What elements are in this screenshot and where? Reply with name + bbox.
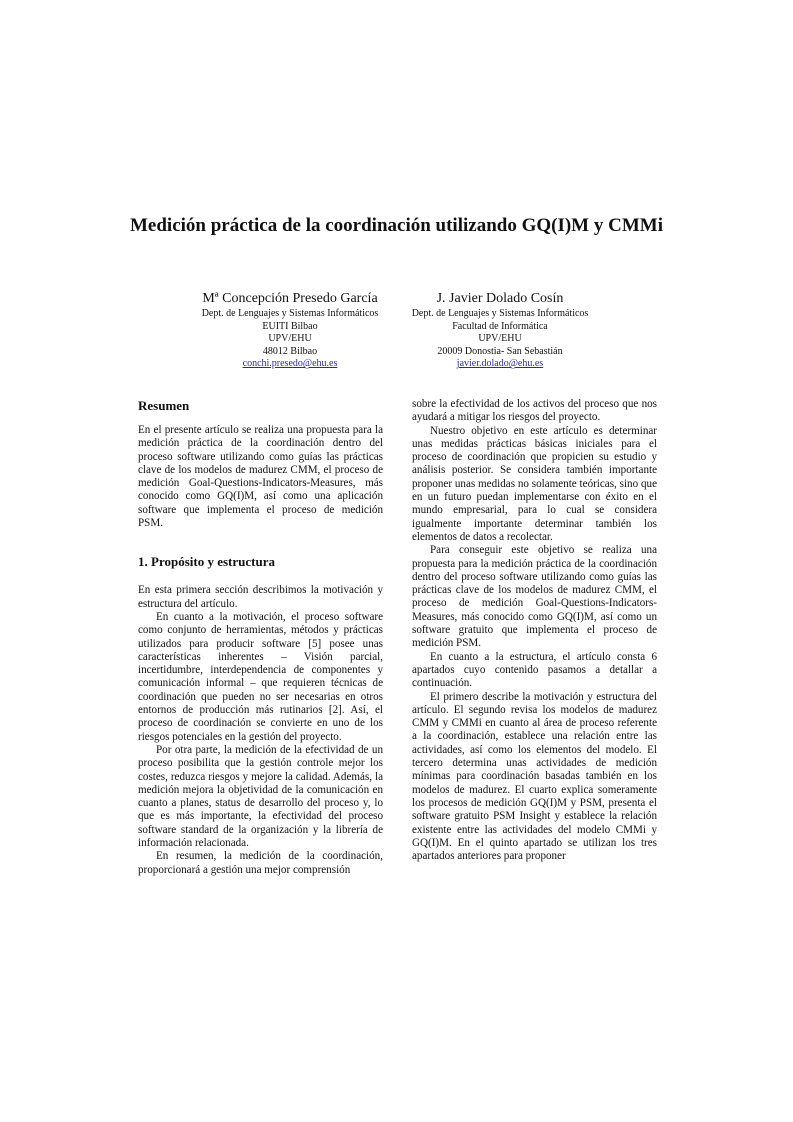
paragraph: En cuanto a la motivación, el proceso software como conjunto de herramientas, métodos y prácticas utilizados para producir software [5] posee unas características inherentes – Visión parcial, incertidumbre, interdependencia de componentes y comunicación informal – que requieren técnicas de coordinación que pueden no ser necesarias en otros entornos de producción más rutinarios [2]. Así, el proceso de coordinación se convierte en uno de los riesgos potenciales en la gestión del proyecto. — [138, 610, 383, 743]
author-affiliation: EUITI Bilbao — [262, 320, 318, 332]
author-address: 20009 Donostia- San Sebastián — [437, 345, 563, 357]
author-block-1 — [170, 290, 410, 371]
paragraph: En resumen, la medición de la coordinación, proporcionará a gestión una mejor comprensión — [138, 850, 383, 876]
author-name: Mª Concepción Presedo García — [202, 291, 378, 306]
paragraph: Para conseguir este objetivo se realiza una propuesta para la medición práctica de la coordinación dentro del proceso software utilizando como guías las prácticas clave de los modelos de madurez CMM, el proceso de medición Goal-Questions-Indicators-Measures, más conocido como GQ(I)M, así como un software gratuito que implementa el proceso de medición PSM. — [412, 544, 657, 650]
paragraph: Nuestro objetivo en este artículo es determinar unas medidas prácticas básicas iniciales para el proceso de coordinación que propicien su estudio y análisis posterior. Se considera también importante proponer unas medidas no solamente teóricas, sino que en un futuro puedan implementarse con éxito en el mundo empresarial, para lo cual se considera igualmente importante determinar también los elementos de datos a recolectar. — [412, 424, 657, 543]
author-affiliation: UPV/EHU — [268, 333, 312, 345]
author-affiliation: Dept. de Lenguajes y Sistemas Informáticos — [201, 308, 379, 319]
paragraph: sobre la efectividad de los activos del proceso que nos ayudará a mitigar los riesgos del proyecto. — [412, 398, 657, 424]
paper-title: Medición práctica de la coordinación utilizando GQ(I)M y CMMi — [129, 215, 663, 236]
author-email-link[interactable]: javier.dolado@ehu.es — [456, 358, 544, 370]
right-column — [412, 398, 657, 863]
author-affiliation: Dept. de Lenguajes y Sistemas Informáticos — [411, 308, 589, 319]
author-name: J. Javier Dolado Cosín — [436, 291, 564, 306]
section-heading: 1. Propósito y estructura — [138, 554, 275, 570]
author-affiliation: UPV/EHU — [478, 333, 522, 345]
paragraph: En esta primera sección describimos la motivación y estructura del artículo. — [138, 584, 383, 610]
abstract-text: En el presente artículo se realiza una propuesta para la medición práctica de la coordinación dentro del proceso software utilizando como guías las prácticas clave de los modelos de madurez CMM, el proceso de medición Goal-Questions-Indicators-Measures, más conocido como GQ(I)M, así como una aplicación software que implementa el proceso de medición PSM. — [138, 424, 383, 530]
paragraph: Por otra parte, la medición de la efectividad de un proceso posibilita que la gestión controle mejor los costes, reduzca riesgos y mejore la calidad. Además, la medición mejora la objetividad de la comunicación en cuanto a planes, status de desarrollo del proceso y, lo que es más importante, la efectividad del proceso software standard de la organización y la librería de información relacionada. — [138, 743, 383, 850]
author-address: 48012 Bilbao — [262, 345, 318, 357]
author-block-2 — [380, 290, 620, 371]
paragraph: En cuanto a la estructura, el artículo consta 6 apartados cuyo contenido pasamos a detallar a continuación. — [412, 650, 657, 690]
paragraph: El primero describe la motivación y estructura del artículo. El segundo revisa los modelos de madurez CMM y CMMi en cuanto al área de proceso referente a la coordinación, establece una relación entre las actividades, así como los elementos del modelo. El tercero determina unas actividades de medición mínimas para coordinación basadas también en los modelos de madurez. El cuarto explica someramente los procesos de medición GQ(I)M y PSM, presenta el software gratuito PSM Insight y establece la relación existente entre las actividades del modelo CMMi y GQ(I)M. En el quinto apartado se utilizan los tres apartados anteriores para proponer — [412, 690, 657, 863]
author-affiliation: Facultad de Informática — [452, 320, 548, 332]
abstract-heading: Resumen — [138, 398, 190, 413]
left-column — [138, 398, 383, 877]
author-email-link[interactable]: conchi.presedo@ehu.es — [242, 358, 338, 370]
